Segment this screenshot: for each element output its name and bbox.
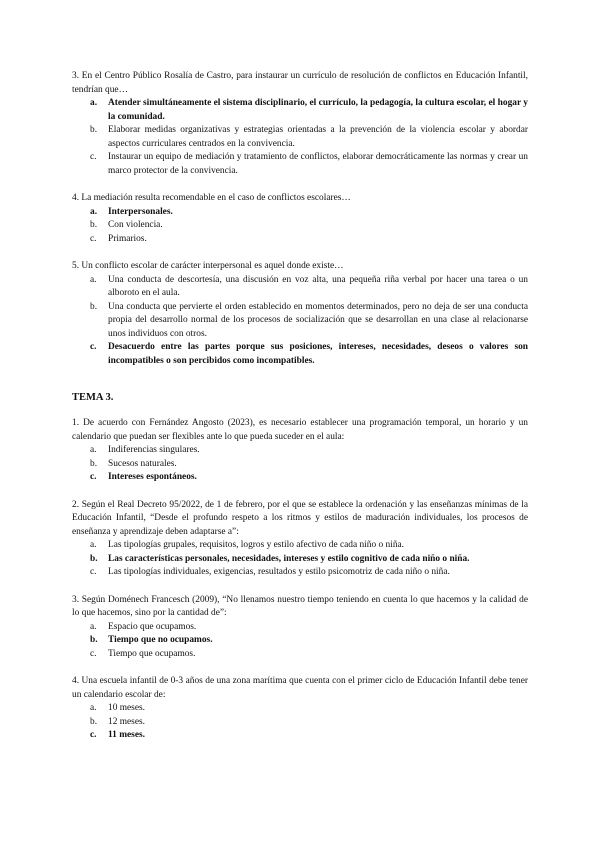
option-text: Una conducta que pervierte el orden establecido en momentos determinados, pero no deja de ser una conducta propia del desarrollo normal de los procesos de socialización que se desarrollan en una clase al relacionarse unos individuos con otros. [108, 301, 528, 339]
option-letter: c. [90, 233, 97, 244]
question-block-3 [72, 70, 528, 178]
option-b [72, 553, 528, 567]
question-block-5 [72, 260, 528, 368]
section-heading: TEMA 3. [72, 392, 114, 403]
option-text: Tiempo que ocupamos. [108, 648, 196, 659]
question-block-t3-4 [72, 675, 528, 743]
option-letter: b. [90, 635, 98, 645]
option-text: Tiempo que no ocupamos. [108, 635, 213, 645]
option-c [72, 471, 528, 485]
option-letter: c. [90, 472, 97, 482]
option-letter: a. [90, 540, 97, 550]
option-letter: c. [90, 152, 97, 162]
option-letter: a. [90, 703, 97, 713]
option-c [72, 648, 528, 662]
option-text: 10 meses. [108, 703, 145, 713]
question-text: 3. Según Doménech Francesch (2009), “No llenamos nuestro tiempo teniendo en cuenta lo que hacemos y la calidad de lo que hacemos, sino por la cantidad de”: [72, 594, 528, 618]
option-letter: c. [90, 730, 97, 740]
option-text: Sucesos naturales. [108, 458, 177, 469]
option-letter: a. [90, 206, 98, 217]
option-text: Las tipologías grupales, requisitos, logros y estilo afectivo de cada niño o niña. [108, 540, 405, 550]
option-text: Intereses espontáneos. [108, 472, 197, 482]
option-a [72, 274, 528, 301]
option-a [72, 444, 528, 458]
option-list [72, 206, 528, 247]
option-b [72, 219, 528, 233]
option-b [72, 301, 528, 342]
option-a [72, 621, 528, 635]
question-block-4 [72, 192, 528, 246]
option-c [72, 233, 528, 247]
option-list [72, 621, 528, 662]
option-text: Las características personales, necesidades, intereses y estilo cognitivo de cada niño o niña. [108, 553, 470, 564]
option-list [72, 702, 528, 743]
option-letter: b. [90, 553, 98, 564]
option-text: Instaurar un equipo de mediación y tratamiento de conflictos, elaborar democráticamente las normas y crear un marco protector de la convivencia. [108, 152, 528, 176]
option-text: Atender simultáneamente el sistema disciplinario, el currículo, la pedagogía, la cultura escolar, el hogar y la comunidad. [108, 98, 528, 122]
option-text: Primarios. [108, 233, 147, 244]
option-text: Interpersonales. [108, 206, 173, 217]
question-text: 4. Una escuela infantil de 0-3 años de una zona marítima que cuenta con el primer ciclo de Educación Infantil debe tener un calendario escolar de: [72, 676, 528, 700]
option-c [72, 729, 528, 743]
option-letter: b. [90, 458, 98, 469]
question-text: 1. De acuerdo con Fernández Angosto (2023), es necesario establecer una programación temporal, un horario y un calendario que puedan ser flexibles ante lo que pueda suceder en el aula: [72, 418, 528, 442]
option-text: Con violencia. [108, 220, 163, 230]
option-text: Elaborar medidas organizativas y estrategias orientadas a la prevención de la violencia escolar y abordar aspectos curriculares centrados en la convivencia. [108, 125, 528, 149]
option-list [72, 539, 528, 580]
question-text: 4. La mediación resulta recomendable en el caso de conflictos escolares… [72, 193, 351, 203]
option-b [72, 458, 528, 472]
option-letter: a. [90, 98, 98, 108]
option-a [72, 539, 528, 553]
option-text: Una conducta de descortesía, una discusión en voz alta, una pequeña riña verbal por hacer una tarea o un alboroto en el aula. [108, 274, 528, 298]
option-letter: a. [90, 445, 97, 455]
question-block-t3-1 [72, 417, 528, 485]
option-a [72, 206, 528, 220]
option-text: Espacio que ocupamos. [108, 621, 197, 632]
option-b [72, 716, 528, 730]
option-c [72, 151, 528, 178]
option-letter: c. [90, 648, 97, 659]
option-letter: b. [90, 716, 98, 727]
question-text: 5. Un conflicto escolar de carácter interpersonal es aquel donde existe… [72, 261, 344, 271]
option-letter: a. [90, 274, 97, 285]
option-letter: c. [90, 342, 97, 352]
option-list [72, 274, 528, 369]
option-letter: b. [90, 301, 98, 312]
option-letter: a. [90, 621, 97, 632]
option-text: Indiferencias singulares. [108, 445, 200, 455]
option-a [72, 702, 528, 716]
question-block-t3-2 [72, 499, 528, 580]
option-text: Desacuerdo entre las partes porque sus posiciones, intereses, necesidades, deseos o valores son incompatibles o son percibidos como incompatibles. [108, 342, 528, 366]
question-text: 2. Según el Real Decreto 95/2022, de 1 de febrero, por el que se establece la ordenación y las enseñanzas mínimas de la Educación Infantil, “Desde el profundo respeto a los ritmos y estilos de maduración individuales, los procesos de enseñanza y aprendizaje deben adaptarse a”: [72, 499, 528, 537]
option-list [72, 97, 528, 178]
option-letter: c. [90, 567, 97, 577]
option-list [72, 444, 528, 485]
option-b [72, 634, 528, 648]
option-text: 12 meses. [108, 716, 145, 727]
option-c [72, 341, 528, 368]
question-text: 3. En el Centro Público Rosalía de Castro, para instaurar un currículo de resolución de conflictos en Educación Infantil, tendrían que… [72, 71, 528, 95]
document-page [72, 70, 528, 743]
option-text: 11 meses. [108, 730, 145, 740]
option-letter: b. [90, 220, 98, 230]
option-text: Las tipologías individuales, exigencias, resultados y estilo psicomotriz de cada niño o niña. [108, 567, 450, 577]
option-b [72, 124, 528, 151]
question-block-t3-3 [72, 594, 528, 662]
option-a [72, 97, 528, 124]
option-c [72, 566, 528, 580]
option-letter: b. [90, 125, 98, 135]
